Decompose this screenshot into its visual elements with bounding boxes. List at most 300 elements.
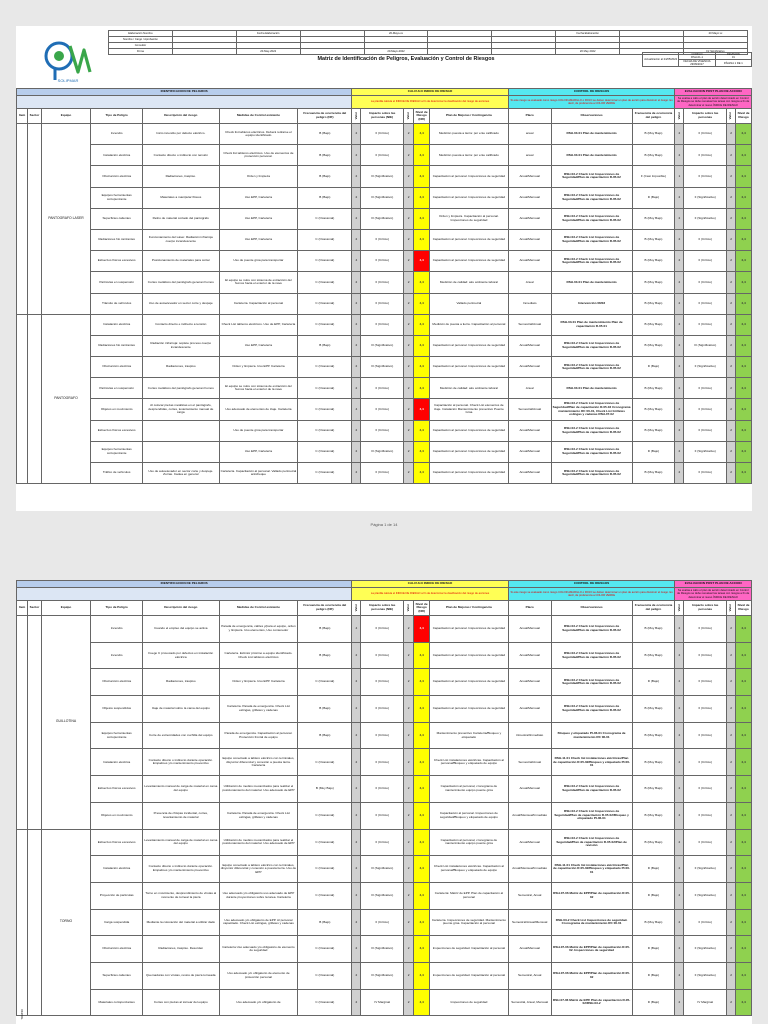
observaciones-cell: RSH-03-01 Plan de mantenimiento: [551, 272, 632, 293]
section-control: CONTROL DE RIESGOS: [508, 89, 675, 96]
observaciones-cell: RSH-03-2 Check List Inspecciones de Seguridad/Plan de capacitación R-05-02: [551, 251, 632, 272]
frecuencia-valor-cell: 2: [352, 420, 361, 441]
nivel-riesgo-cell: 4,4: [414, 776, 430, 803]
frecuencia-post-valor-cell: 2: [675, 642, 684, 669]
table-row: [17, 936, 752, 963]
table-row: [17, 882, 752, 909]
calculo-note: La planilla calcula el INDICE DE RIESGO a fin de determinar la clasificación del riesgo de acciones: [352, 96, 508, 109]
nivel-riesgo-cell: 4,4: [414, 829, 430, 856]
plazo-cell: Semestral/Anual: [508, 314, 551, 335]
frecuencia-cell: C (Ocasional): [298, 314, 352, 335]
frecuencia-valor-cell: 2: [352, 441, 361, 462]
table-row: [17, 272, 752, 293]
page-1: [16, 26, 752, 511]
medidas-cell: Cartelería. Capacitación al personal. Vallado perimetral anticheque: [219, 463, 298, 484]
plazo-cell: Anual/Mensual: [508, 166, 551, 187]
impacto-valor-cell: 2: [404, 882, 414, 909]
impacto-cell: II (Crítico): [361, 314, 404, 335]
impacto-post-valor-cell: 2: [727, 909, 736, 936]
frecuencia-valor-cell: 2: [352, 272, 361, 293]
tipo-cell: Partículas en suspensión: [91, 272, 143, 293]
impacto-post-valor-cell: 2: [727, 335, 736, 356]
codigo: CODIGO RSH-01-1: [679, 53, 715, 60]
medidas-cell: Equipo conectado a tablero eléctrico con terminales, disyuntor diferencial y conexión a puesta tierra. Uso de EPP: [219, 856, 298, 883]
impacto-post-valor-cell: 2: [727, 749, 736, 776]
nivel-riesgo-post-cell: 4,4: [736, 187, 752, 208]
frecuencia-valor-cell: 2: [352, 357, 361, 378]
medidas-cell: Orden y limpieza. Uso EPP. Cartelería: [219, 357, 298, 378]
impacto-cell: II (Crítico): [361, 616, 404, 643]
impacto-cell: IV Marginal: [361, 989, 404, 1016]
medidas-cell: Cartelería Uso adecuado y/o obligatorio de elemento de seguridad: [219, 936, 298, 963]
plan-cell: Capacitación al personal. Inspecciones de seguridad: [429, 463, 508, 484]
frecuencia-cell: B (Muy Bajo): [298, 776, 352, 803]
frecuencia-post-cell: D (Bajo): [632, 856, 675, 883]
tipo-cell: Esfuerzos físicos excesivos: [91, 251, 143, 272]
frecuencia-post-valor-cell: 2: [675, 696, 684, 723]
nivel-riesgo-post-cell: 4,4: [736, 722, 752, 749]
frecuencia-cell: C (Ocasional): [298, 882, 352, 909]
nivel-riesgo-cell: 4,4: [414, 749, 430, 776]
impacto-cell: III (Significativo): [361, 441, 404, 462]
table-row: [17, 856, 752, 883]
table-row: [17, 642, 752, 669]
col-observaciones: Observaciones: [551, 109, 632, 124]
medidas-cell: Orden y limpieza: [219, 166, 298, 187]
frecuencia-post-cell: D (Bajo): [632, 441, 675, 462]
impacto-post-valor-cell: 2: [727, 642, 736, 669]
table-row: [17, 802, 752, 829]
impacto-post-cell: II (Significativo): [684, 441, 727, 462]
impacto-post-cell: II (Crítico): [684, 616, 727, 643]
tipo-cell: Incendio: [91, 616, 143, 643]
impacto-cell: II (Crítico): [361, 722, 404, 749]
table-row: [17, 145, 752, 166]
col-frecuencia: Frecuencia de ocurrencia del peligro (NF): [298, 601, 352, 616]
table-row: [17, 378, 752, 399]
medidas-cell: El equipo se nutre con sistema de extracción del humos hacia el exterior de la nave: [219, 272, 298, 293]
col-valor-2: Valor: [404, 109, 414, 124]
nivel-riesgo-cell: 4,4: [414, 616, 430, 643]
descripcion-cell: [143, 441, 220, 462]
impacto-valor-cell: 2: [404, 399, 414, 420]
plan-cell: Capacitación al personal. Inspecciones de seguridad: [429, 669, 508, 696]
impacto-valor-cell: 2: [404, 642, 414, 669]
section-control: CONTROL DE RIESGOS: [508, 581, 675, 588]
sector-cell: [28, 124, 42, 315]
medidas-cell: Uso adecuado y/o obligatorio de: [219, 989, 298, 1016]
impacto-cell: II (Crítico): [361, 909, 404, 936]
frecuencia-valor-cell: 2: [352, 909, 361, 936]
nivel-riesgo-post-cell: 4,4: [736, 856, 752, 883]
frecuencia-post-valor-cell: 2: [675, 145, 684, 166]
descripcion-cell: Materiales a manipular filosos: [143, 187, 220, 208]
col-descripcion: Descripción del riesgo: [143, 109, 220, 124]
frecuencia-post-valor-cell: 2: [675, 187, 684, 208]
impacto-post-cell: II (Crítico): [684, 829, 727, 856]
nivel-riesgo-cell: 4,4: [414, 989, 430, 1016]
frecuencia-cell: B (Bajo): [298, 642, 352, 669]
col-impacto: Impacto sobre las personas (NIE): [361, 601, 404, 616]
impacto-post-cell: II (Crítico): [684, 802, 727, 829]
medidas-cell: Cartelería. Extintor próximo a equipo identificado. Check List tableros eléctricos: [219, 642, 298, 669]
medidas-cell: Uso adecuado y/o obligatorio de elemento de protección personal: [219, 962, 298, 989]
impacto-valor-cell: 2: [404, 441, 414, 462]
medidas-cell: Parada de emergencia, cables y/para el equipo, orden y limpieza. Uso elementos, Uso contenedor: [219, 616, 298, 643]
frecuencia-post-cell: D (Bajo): [632, 357, 675, 378]
equipo-cell: TORNO: [41, 829, 91, 1016]
table-row: [17, 463, 752, 484]
impacto-post-valor-cell: 2: [727, 936, 736, 963]
nivel-riesgo-cell: 4,4: [414, 962, 430, 989]
frecuencia-cell: C (Ocasional): [298, 962, 352, 989]
frecuencia-post-valor-cell: 2: [675, 882, 684, 909]
medidas-cell: Check List tableros eléctricos. Uso de EPP, Cartelería: [219, 314, 298, 335]
identificacion-note-blank: [17, 96, 352, 109]
plazo-cell: Anual/Mensual: [508, 208, 551, 229]
tipo-cell: Instalación eléctrica: [91, 145, 143, 166]
section-note-row: [17, 96, 752, 109]
impacto-post-cell: II (Crítico): [684, 166, 727, 187]
col-impacto-post: Impacto sobre las personas: [684, 109, 727, 124]
frecuencia-post-cell: B (Muy Bajo): [632, 776, 675, 803]
impacto-cell: III (Significativo): [361, 882, 404, 909]
tipo-cell: Incendio: [91, 642, 143, 669]
col-item: Item: [17, 601, 28, 616]
strip-cell: Fir Significativo: [684, 49, 748, 55]
frecuencia-post-valor-cell: 2: [675, 463, 684, 484]
impacto-cell: III (Significativo): [361, 335, 404, 356]
impacto-valor-cell: 2: [404, 187, 414, 208]
frecuencia-post-cell: B (Muy Bajo): [632, 642, 675, 669]
frecuencia-cell: C (Ocasional): [298, 802, 352, 829]
nivel-riesgo-cell: 4,4: [414, 357, 430, 378]
observaciones-cell: RSH-03-2 Check List Inspecciones de Seguridad/Plan de capacitación R-05-02: [551, 229, 632, 250]
frecuencia-post-cell: B (Muy Bajo): [632, 802, 675, 829]
descripcion-cell: Retiro de material cortado del pantógrafo: [143, 208, 220, 229]
col-medidas: Medidas de Control existente: [219, 601, 298, 616]
tipo-cell: Equipos herramientas cortopunzante: [91, 441, 143, 462]
frecuencia-cell: C (Ocasional): [298, 357, 352, 378]
plan-cell: Medición de puesta a tierra. Capacitación al personal: [429, 314, 508, 335]
plan-cell: Medición puesta a tierra: por ente calificado: [429, 124, 508, 145]
col-plan: Plan de Mejoras / Contingencia: [429, 109, 508, 124]
impacto-post-valor-cell: 2: [727, 314, 736, 335]
plan-cell: Capacitación al personal. Inspecciones de seguridad: [429, 441, 508, 462]
nivel-riesgo-post-cell: 4,4: [736, 696, 752, 723]
plazo-cell: Anual/Mensual/Inmediato: [508, 802, 551, 829]
medidas-cell: Cartelería. Parada de emergencia. Check List eslingas, grilletes y cadenas: [219, 696, 298, 723]
nivel-riesgo-post-cell: 4,4: [736, 829, 752, 856]
table-row: [17, 989, 752, 1016]
tipo-cell: Tránsito de vehículos: [91, 293, 143, 314]
nivel-riesgo-cell: 4,4: [414, 722, 430, 749]
col-nivel: Nivel de Riesgo (NR): [414, 109, 430, 124]
section-header-row: [17, 89, 752, 96]
nivel-riesgo-post-cell: 4,4: [736, 749, 752, 776]
frecuencia-post-valor-cell: 2: [675, 357, 684, 378]
section-identificacion: IDENTIFICACION DE PELIGROS: [17, 581, 352, 588]
descripcion-cell: Funcionamiento del Láser. Radiación infrarroja cuerpo incandescente: [143, 229, 220, 250]
col-valor-3: Valor: [675, 601, 684, 616]
nivel-riesgo-post-cell: 4,4: [736, 776, 752, 803]
frecuencia-post-valor-cell: 2: [675, 616, 684, 643]
impacto-post-valor-cell: 2: [727, 463, 736, 484]
nivel-riesgo-post-cell: 4,4: [736, 124, 752, 145]
nivel-riesgo-post-cell: 4,4: [736, 229, 752, 250]
strip-cell: [300, 49, 364, 55]
strip-cell: 20-Mayo-2022: [364, 49, 428, 55]
impacto-post-valor-cell: 2: [727, 378, 736, 399]
nivel-riesgo-post-cell: 4,4: [736, 251, 752, 272]
nivel-riesgo-post-cell: 4,4: [736, 989, 752, 1016]
plan-cell: Medición puesta a tierra: por ente calificado: [429, 145, 508, 166]
frecuencia-post-cell: B (Muy Bajo): [632, 399, 675, 420]
frecuencia-post-cell: B (Muy Bajo): [632, 722, 675, 749]
impacto-post-valor-cell: 2: [727, 166, 736, 187]
impacto-valor-cell: 2: [404, 229, 414, 250]
medidas-cell: Utilización de medios mecanizados para realizar el posicionamiento del material. Uso adecuado de EPP: [219, 776, 298, 803]
frecuencia-valor-cell: 2: [352, 802, 361, 829]
plan-cell: Cartelería. Inspecciones de seguridad. Mantenimiento puente grúa. Capacitación al personal: [429, 909, 508, 936]
observaciones-cell: RSH-07-06 Matriz de EPP. Plan de capacitación R-05-02/RSH-03-2: [551, 989, 632, 1016]
tipo-cell: Instalación eléctrica: [91, 314, 143, 335]
nivel-riesgo-cell: 4,4: [414, 229, 430, 250]
medidas-cell: Utilización de medios mecanizados para realizar el posicionamiento del material. Uso adecuado de EPP: [219, 829, 298, 856]
page-number: Página 1 de 14: [370, 522, 398, 527]
nivel-riesgo-post-cell: 4,4: [736, 463, 752, 484]
nivel-riesgo-cell: 4,4: [414, 272, 430, 293]
frecuencia-cell: B (Bajo): [298, 187, 352, 208]
tipo-cell: Radiaciones No ionizantes: [91, 229, 143, 250]
frecuencia-post-valor-cell: 2: [675, 989, 684, 1016]
impacto-post-cell: II (Crítico): [684, 124, 727, 145]
impacto-cell: III (Significativo): [361, 208, 404, 229]
impacto-post-cell: II (Crítico): [684, 293, 727, 314]
table-row: [17, 357, 752, 378]
descripcion-cell: Izaje de material sobre la cama del equipo: [143, 696, 220, 723]
impacto-valor-cell: 2: [404, 776, 414, 803]
table-row: [17, 420, 752, 441]
sector-cell: [28, 616, 42, 830]
frecuencia-post-cell: D (Bajo): [632, 989, 675, 1016]
plazo-cell: Anual/Mensual: [508, 776, 551, 803]
frecuencia-cell: B (Bajo): [298, 166, 352, 187]
frecuencia-post-valor-cell: 2: [675, 378, 684, 399]
frecuencia-post-cell: B (Muy Bajo): [632, 829, 675, 856]
col-frecuencia-post: Frecuencia de ocurrencia del peligro: [632, 601, 675, 616]
plazo-cell: Anual/Mensual: [508, 229, 551, 250]
plan-cell: Capacitación al personal. Check List elementos de izaje. Instalación Mantenimiento preventivo Puente Grúa: [429, 399, 508, 420]
plazo-cell: Semestral, Anual: [508, 882, 551, 909]
actualizacion: Actualización al 24/05/2022: [643, 53, 679, 67]
impacto-post-valor-cell: 2: [727, 829, 736, 856]
observaciones-cell: RSH-11-01 Check list instalaciones eléctricas/Plan de capacitación R-05-02/Bloqueo y etiquetado PI-06-01: [551, 749, 632, 776]
evaluacion-note: Se evalúa a cabo el plan de acción determinado en Control de Riesgos se debe reevaluar las tareas con riesgos a fin de determinar el nuevo ÍNDICE DE RIESGO: [675, 96, 752, 109]
col-medidas: Medidas de Control existente: [219, 109, 298, 124]
col-plazo: Plazo: [508, 109, 551, 124]
frecuencia-post-valor-cell: 2: [675, 722, 684, 749]
observaciones-cell: RSH-03-2 Check List Inspecciones de Seguridad/Plan de capacitación R-05-02/Bloqueo y etiquetado PI-06-01: [551, 802, 632, 829]
table-row: [17, 124, 752, 145]
table-row: [17, 749, 752, 776]
impacto-valor-cell: 2: [404, 378, 414, 399]
frecuencia-valor-cell: 2: [352, 208, 361, 229]
impacto-cell: II (Crítico): [361, 776, 404, 803]
plazo-cell: Anual/Mensual: [508, 829, 551, 856]
impacto-valor-cell: 2: [404, 272, 414, 293]
sector-cell: [28, 829, 42, 1016]
section-calculo: CALCULO INDICE DE RIESGO: [352, 89, 508, 96]
strip-cell: Consultor: [109, 43, 173, 49]
impacto-cell: II (Crítico): [361, 124, 404, 145]
frecuencia-post-valor-cell: 2: [675, 749, 684, 776]
impacto-valor-cell: 2: [404, 314, 414, 335]
impacto-post-cell: II (Crítico): [684, 420, 727, 441]
nivel-riesgo-post-cell: 4,4: [736, 882, 752, 909]
observaciones-cell: RSH-03-2 Check List Inspecciones de Seguridad/Plan de capacitación R-05-02/Plan de revisión: [551, 829, 632, 856]
plan-cell: Capacitación al personal. Inspecciones de seguridad: [429, 642, 508, 669]
table-row: [17, 293, 752, 314]
frecuencia-cell: C (Ocasional): [298, 293, 352, 314]
table-row: [17, 616, 752, 643]
table-row: [17, 166, 752, 187]
descripcion-cell: Levantamiento manual de carga de material en cama del equipo: [143, 829, 220, 856]
column-header-row: [17, 601, 752, 616]
tipo-cell: Tráfico de vehículos: [91, 463, 143, 484]
col-valor-3: Valor: [675, 109, 684, 124]
tipo-cell: Instalación eléctrica: [91, 856, 143, 883]
frecuencia-post-cell: B (Muy Bajo): [632, 463, 675, 484]
impacto-valor-cell: 2: [404, 936, 414, 963]
pagina: PÁGINA 1 DE 1: [715, 60, 751, 67]
col-observaciones: Observaciones: [551, 601, 632, 616]
tipo-cell: Obstrucción eléctrica: [91, 166, 143, 187]
col-equipo: Equipo: [41, 601, 91, 616]
nivel-riesgo-post-cell: 4,4: [736, 420, 752, 441]
observaciones-cell: RSH-03-2 Check List Inspecciones de Seguridad/Plan de capacitación R-05-02: [551, 463, 632, 484]
impacto-valor-cell: 2: [404, 251, 414, 272]
frecuencia-cell: B (Bajo): [298, 696, 352, 723]
observaciones-cell: RSH-03-2 Check List Inspecciones de Seguridad/Plan de capacitación R-05-02: [551, 166, 632, 187]
plazo-cell: Anual/Mensual: [508, 441, 551, 462]
frecuencia-valor-cell: 2: [352, 145, 361, 166]
tipo-cell: Superficies calientes: [91, 208, 143, 229]
equipo-cell: PANTOGRAFO LASER: [41, 124, 91, 315]
frecuencia-valor-cell: 2: [352, 124, 361, 145]
frecuencia-valor-cell: 2: [352, 229, 361, 250]
frecuencia-valor-cell: 2: [352, 962, 361, 989]
frecuencia-post-cell: F (Casi Imposible): [632, 166, 675, 187]
impacto-post-cell: II (Crítico): [684, 669, 727, 696]
impacto-post-cell: II (Significativo): [684, 856, 727, 883]
impacto-post-cell: II (Significativo): [684, 208, 727, 229]
medidas-cell: Check list tableros eléctricos. Uso de elementos de protección personal.: [219, 145, 298, 166]
frecuencia-post-cell: D (Bajo): [632, 187, 675, 208]
table-row: [17, 399, 752, 420]
plan-cell: Capacitación al personal. Inspecciones de seguridad: [429, 187, 508, 208]
frecuencia-valor-cell: 2: [352, 936, 361, 963]
frecuencia-cell: B (Bajo): [298, 722, 352, 749]
section-evaluacion: EVALUACION POST PLAN DE ACCION: [675, 89, 752, 96]
descripcion-cell: Radiaciones, traspiso: [143, 669, 220, 696]
nivel-riesgo-post-cell: 4,4: [736, 208, 752, 229]
frecuencia-valor-cell: 2: [352, 314, 361, 335]
plan-cell: Orden y limpieza. Capacitación al personal. Inspecciones de seguridad: [429, 208, 508, 229]
frecuencia-post-valor-cell: 2: [675, 399, 684, 420]
observaciones-cell: RSH-07-06 Matriz de EPP/Plan de capacitación R-05-02. Inspecciones de seguridad: [551, 936, 632, 963]
impacto-valor-cell: 2: [404, 124, 414, 145]
descripcion-cell: Radiaciones, traspiso.: [143, 166, 220, 187]
frecuencia-cell: C (Ocasional): [298, 856, 352, 883]
impacto-post-cell: II (Crítico): [684, 463, 727, 484]
nivel-riesgo-post-cell: 4,4: [736, 357, 752, 378]
frecuencia-post-valor-cell: 2: [675, 229, 684, 250]
equipo-cell: GUILLOTINA: [41, 616, 91, 830]
nivel-riesgo-cell: 4,4: [414, 145, 430, 166]
frecuencia-post-cell: B (Muy Bajo): [632, 616, 675, 643]
nivel-riesgo-post-cell: 4,4: [736, 642, 752, 669]
col-valor-4: Valor: [727, 601, 736, 616]
descripcion-cell: [143, 420, 220, 441]
frecuencia-valor-cell: 2: [352, 669, 361, 696]
frecuencia-post-valor-cell: 2: [675, 208, 684, 229]
frecuencia-post-valor-cell: 2: [675, 802, 684, 829]
impacto-post-cell: II (Crítico): [684, 314, 727, 335]
impacto-post-cell: II (Significativo): [684, 187, 727, 208]
plan-cell: Inspecciones de seguridad. Capacitación al personal: [429, 962, 508, 989]
plazo-cell: Anual/Mensual: [508, 187, 551, 208]
plazo-cell: Anual/Mensual: [508, 669, 551, 696]
nivel-riesgo-post-cell: 4,4: [736, 909, 752, 936]
plazo-cell: Anual/Mensual: [508, 642, 551, 669]
nivel-riesgo-post-cell: 4,4: [736, 669, 752, 696]
frecuencia-post-valor-cell: 2: [675, 776, 684, 803]
nivel-riesgo-cell: 4,4: [414, 251, 430, 272]
document-header: [16, 26, 752, 88]
section-header-row: [17, 581, 752, 588]
nivel-riesgo-post-cell: 4,4: [736, 378, 752, 399]
nivel-riesgo-post-cell: 4,4: [736, 272, 752, 293]
plazo-cell: Anual: [508, 378, 551, 399]
nivel-riesgo-cell: 4,4: [414, 187, 430, 208]
document-meta: [642, 52, 752, 67]
impacto-cell: III (Significativo): [361, 357, 404, 378]
frecuencia-post-cell: B (Muy Bajo): [632, 314, 675, 335]
descripcion-cell: Torno en movimiento, desprendimiento de virutas al momento de tornear la pieza: [143, 882, 220, 909]
plazo-cell: Anual: [508, 272, 551, 293]
medidas-cell: Parada de emergencia. Capacitación al personal. Protección frontal de equipo: [219, 722, 298, 749]
impacto-cell: II (Crítico): [361, 378, 404, 399]
impacto-post-valor-cell: 2: [727, 802, 736, 829]
impacto-post-cell: II (Significativo): [684, 882, 727, 909]
frecuencia-post-cell: B (Muy Bajo): [632, 420, 675, 441]
frecuencia-cell: B (Bajo): [298, 616, 352, 643]
impacto-post-cell: II (Crítico): [684, 696, 727, 723]
observaciones-cell: Bloqueo y etiquetado PI-06-01 Cronograma de mantenimiento RC 06-01: [551, 722, 632, 749]
plazo-cell: Anual/Mensual: [508, 696, 551, 723]
impacto-cell: II (Crítico): [361, 749, 404, 776]
observaciones-cell: RSH-03-2 Check List Inspecciones de Seguridad/Plan de capacitación R-05-02: [551, 420, 632, 441]
observaciones-cell: RSH-07-06 Matriz de EPP/Plan de capacitación R-05-02: [551, 882, 632, 909]
col-item: Item: [17, 109, 28, 124]
table-row: [17, 776, 752, 803]
observaciones-cell: RSH-03-01 Plan de mantenimiento: [551, 145, 632, 166]
nivel-riesgo-cell: 4,4: [414, 293, 430, 314]
descripcion-cell: Corte de extremidades con cuchilla del equipo: [143, 722, 220, 749]
plazo-cell: anual: [508, 124, 551, 145]
frecuencia-post-cell: B (Muy Bajo): [632, 208, 675, 229]
